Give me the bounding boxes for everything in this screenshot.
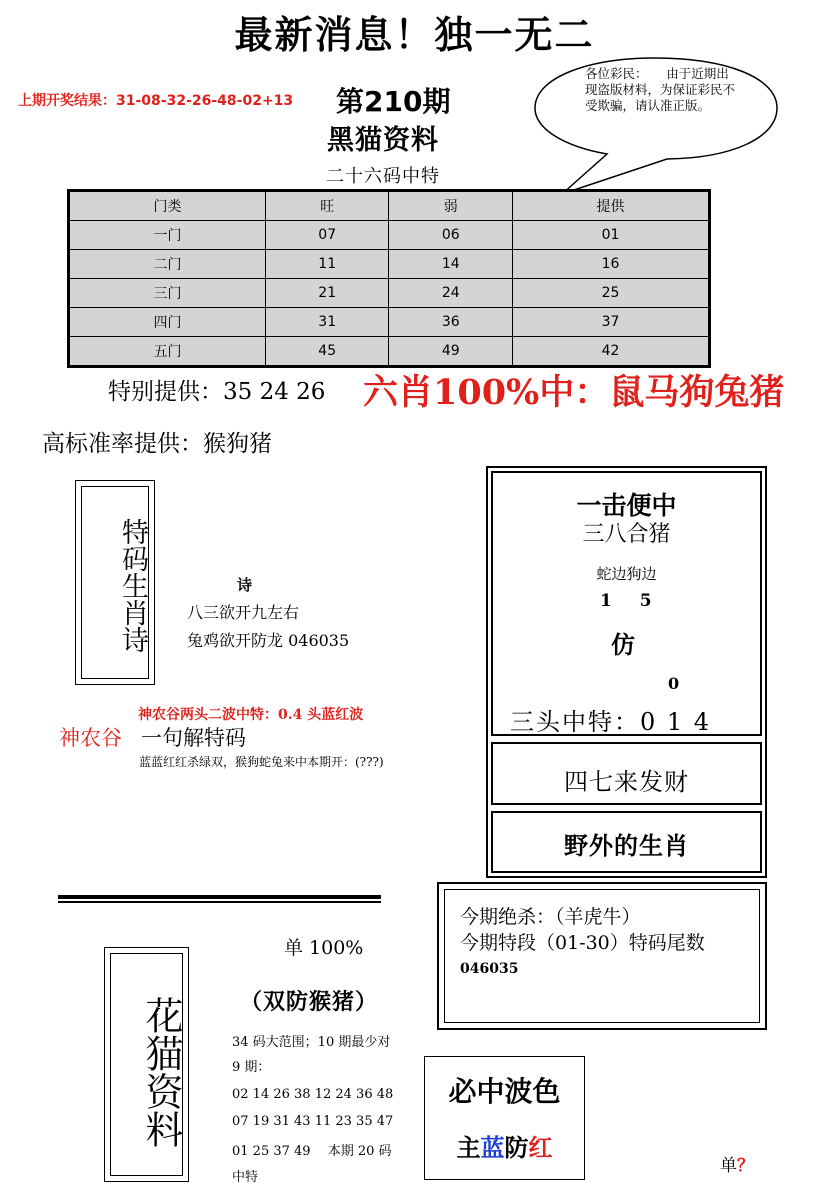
shennong-title-red: 神农谷: [59, 726, 122, 750]
table-cell: 06: [389, 221, 513, 250]
table-row: [69, 308, 710, 337]
table-cell: 37: [513, 308, 710, 337]
table-cell: 14: [389, 250, 513, 279]
double-guard: （双防猴猪）: [240, 989, 379, 1015]
range-line: 01 25 37 49 本期 20 码: [232, 1144, 392, 1159]
wave-blue: 蓝: [480, 1133, 505, 1162]
shennong-wave-line: 神农谷两头二波中特：0.4 头蓝红波: [138, 707, 364, 723]
hit-subtitle: 三八合猪: [582, 522, 671, 547]
hit-fang: 仿: [611, 630, 635, 659]
kill-line: 今期特段（01-30）特码尾数: [460, 932, 705, 954]
range-line: 02 14 26 38 12 24 36 48: [232, 1087, 394, 1102]
wave-sub: [424, 1128, 585, 1163]
poem-label: 诗: [237, 576, 253, 594]
range-line: 9 期：: [232, 1060, 271, 1075]
poem-box-title: 特码生肖诗: [117, 517, 148, 653]
poem-line: 八三欲开九左右: [187, 603, 300, 622]
hit-side: 蛇边狗边: [596, 565, 657, 583]
table-subtitle: 二十六码中特: [326, 166, 440, 187]
range-line: 中特: [232, 1170, 259, 1185]
table-cell: 36: [389, 308, 513, 337]
page-title: 最新消息！独一无二: [234, 12, 595, 57]
table-cell: 三门: [69, 279, 266, 308]
table-header: 旺: [265, 191, 389, 221]
table-cell: 25: [513, 279, 710, 308]
issue-number: 第210期: [336, 85, 451, 118]
kill-line: 今期绝杀：（羊虎牛）: [460, 906, 641, 928]
table-header: 门类: [69, 191, 266, 221]
six-zodiac-headline: 六肖100%中：鼠马狗兔猪: [363, 372, 785, 413]
table-row: [69, 279, 710, 308]
table-cell: 二门: [69, 250, 266, 279]
huamao-title: 花猫资料: [139, 996, 183, 1148]
three-head-line: 三头中特：0 1 4: [510, 708, 712, 736]
number-table: [67, 189, 711, 368]
high-standard-offer: 高标准率提供：猴狗猪: [42, 431, 272, 457]
table-header: 提供: [513, 191, 710, 221]
shennong-title: 一句解特码: [141, 726, 246, 750]
table-cell: 四门: [69, 308, 266, 337]
table-cell: 01: [513, 221, 710, 250]
table-cell: 11: [265, 250, 389, 279]
wave-main: 主: [456, 1133, 481, 1162]
single-question: [720, 1151, 754, 1176]
table-row: [69, 221, 710, 250]
table-cell: 16: [513, 250, 710, 279]
table-header-row: [69, 191, 710, 221]
kill-line: 046035: [460, 961, 519, 977]
wave-red: 红: [528, 1133, 553, 1162]
wave-title: 必中波色: [448, 1075, 561, 1108]
range-line: 07 19 31 43 11 23 35 47: [232, 1114, 394, 1129]
table-cell: 45: [265, 337, 389, 367]
single-label: 单: [720, 1156, 737, 1176]
table-cell: 24: [389, 279, 513, 308]
doc-name: 黑猫资料: [327, 125, 439, 156]
table-cell: 五门: [69, 337, 266, 367]
table-row: [69, 337, 710, 367]
bubble-text: 各位彩民： 由于近期出现盗版材料，为保证彩民不受欺骗，请认准正版。: [585, 66, 736, 113]
table-row: [69, 250, 710, 279]
table-cell: 42: [513, 337, 710, 367]
range-line: 34 码大范围；10 期最少对: [232, 1035, 391, 1050]
sisi-text: 四七来发财: [564, 768, 689, 796]
poem-line: 兔鸡欲开防龙 046035: [187, 631, 350, 650]
last-draw-result: 上期开奖结果：31-08-32-26-48-02+13: [18, 93, 294, 109]
special-offer: 特别提供：35 24 26: [108, 379, 326, 405]
table-cell: 21: [265, 279, 389, 308]
hit-nums: 1 5: [600, 591, 652, 611]
table-cell: 31: [265, 308, 389, 337]
table-cell: 49: [389, 337, 513, 367]
table-cell: 一门: [69, 221, 266, 250]
divider: [58, 895, 381, 899]
divider: [58, 901, 381, 903]
hit-zero: 0: [668, 674, 680, 693]
shennong-desc: 蓝蓝红红杀绿双，猴狗蛇兔来中本期开：(???): [139, 755, 384, 769]
table-header: 弱: [389, 191, 513, 221]
single-100: 单 100%: [284, 937, 364, 959]
table-cell: 07: [265, 221, 389, 250]
wave-fang: 防: [504, 1133, 529, 1162]
hit-title: 一击便中: [576, 491, 677, 520]
wild-text: 野外的生肖: [564, 831, 689, 860]
question-mark: ？: [737, 1156, 754, 1176]
